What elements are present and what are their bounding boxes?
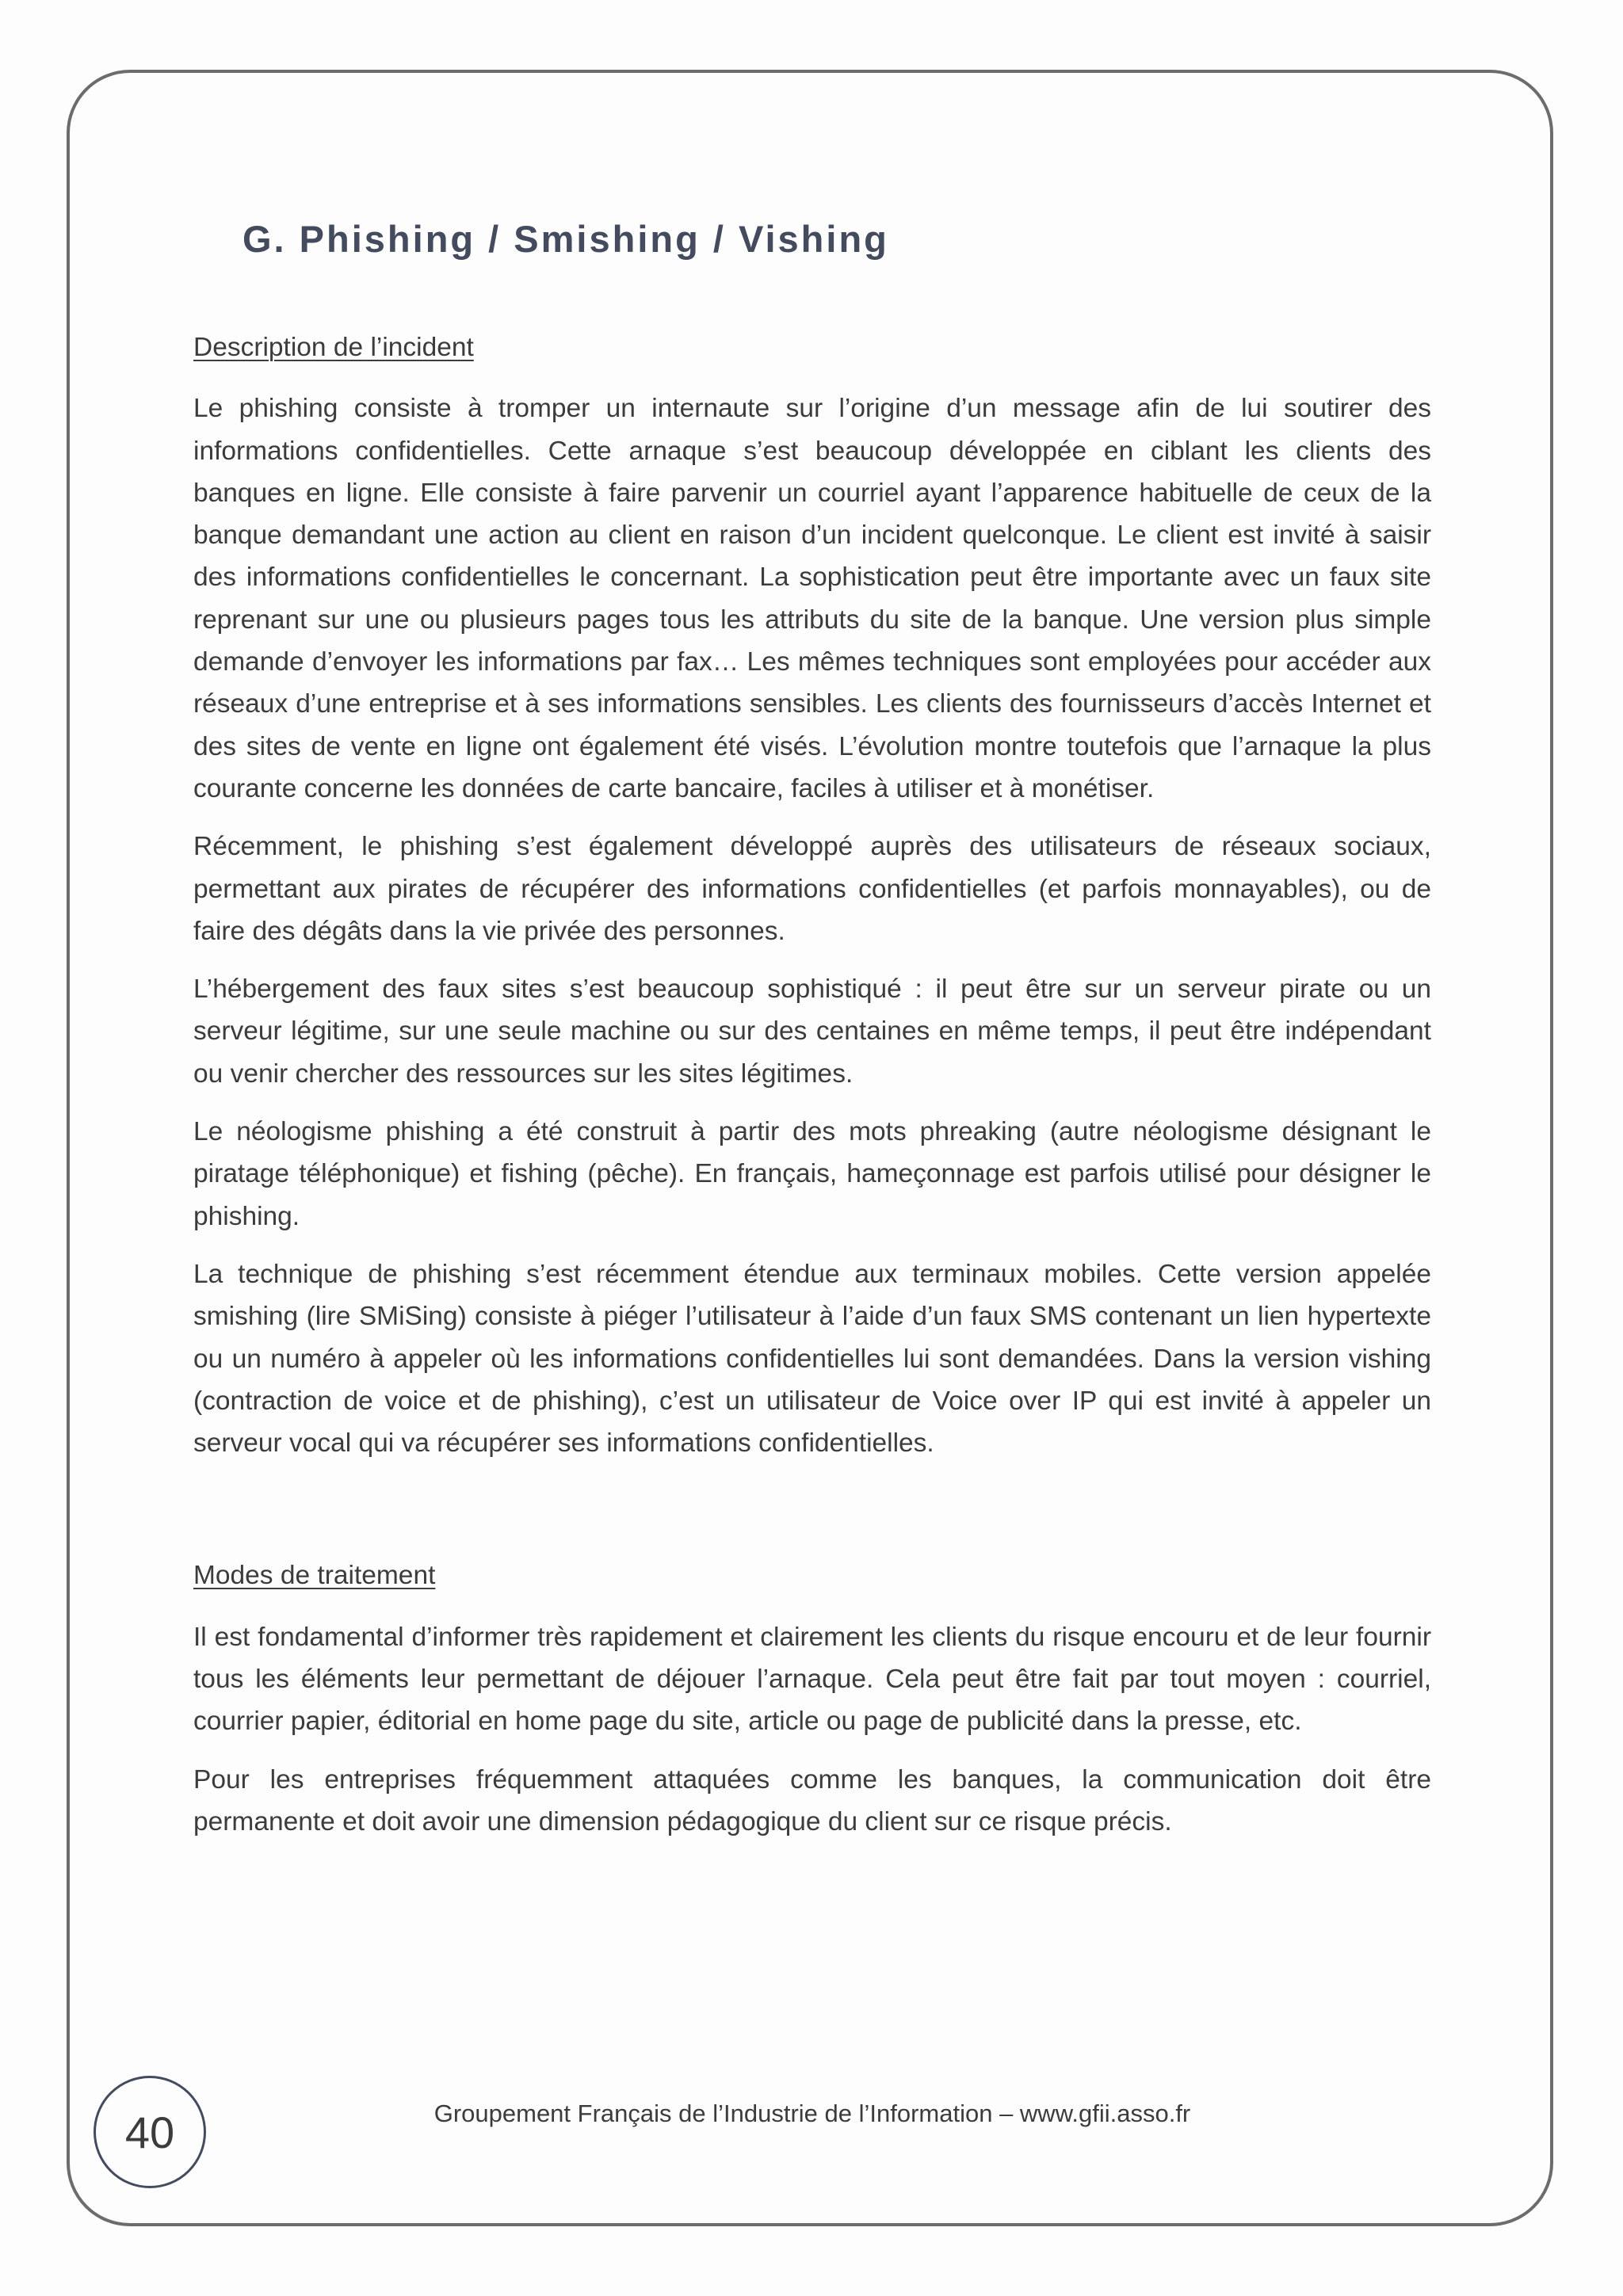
paragraph: La technique de phishing s’est récemment étendue aux terminaux mobiles. Cette version appelée smishing (lire SMiSing) consiste à piéger l’utilisateur à l’aide d’un faux SMS contenant un lien hypertexte ou un numéro à appeler où les informations confidentielles lui sont demandées. Dans la version vishing (contraction de voice et de phishing), c’est un utilisateur de Voice over IP qui est invité à appeler un serveur vocal qui va récupérer ses informations confidentielles.	[193, 1259, 1431, 1459]
paragraph: Il est fondamental d’informer très rapidement et clairement les clients du risque encouru et de leur fournir tous les éléments leur permettant de déjouer l’arnaque. Cela peut être fait par tout moyen : courriel, courrier papier, éditorial en home page du site, article ou page de publicité dans la presse, etc.	[193, 1622, 1431, 1737]
section-heading-description: Description de l’incident	[193, 333, 474, 362]
document-body	[193, 326, 1431, 1859]
paragraph: Le phishing consiste à tromper un internaute sur l’origine d’un message afin de lui soutirer des informations confidentielles. Cette arnaque s’est beaucoup développée en ciblant les clients des banques en ligne. Elle consiste à faire parvenir un courriel ayant l’apparence habituelle de ceux de la banque demandant une action au client en raison d’un incident quelconque. Le client est invité à saisir des informations confidentielles le concernant. La sophistication peut être importante avec un faux site reprenant sur une ou plusieurs pages tous les attributs du site de la banque. Une version plus simple demande d’envoyer les informations par fax… Les mêmes techniques sont employées pour accéder aux réseaux d’une entreprise et à ses informations sensibles. Les clients des fournisseurs d’accès Internet et des sites de vente en ligne ont également été visés. L’évolution montre toutefois que l’arnaque la plus courante concerne les données de carte bancaire, faciles à utiliser et à monétiser.	[193, 394, 1431, 803]
page-number: 40	[124, 2107, 175, 2157]
paragraph: Récemment, le phishing s’est également développé auprès des utilisateurs de réseaux sociaux, permettant aux pirates de récupérer des informations confidentielles (et parfois monnayables), ou de faire des dégâts dans la vie privée des personnes.	[193, 832, 1431, 946]
section-description	[193, 326, 1431, 1464]
paragraph: L’hébergement des faux sites s’est beaucoup sophistiqué : il peut être sur un serveur pirate ou un serveur légitime, sur une seule machine ou sur des centaines en même temps, il peut être indépendant ou venir chercher des ressources sur les sites légitimes.	[193, 974, 1431, 1089]
paragraph: Pour les entreprises fréquemment attaquées comme les banques, la communication doit être permanente et doit avoir une dimension pédagogique du client sur ce risque précis.	[193, 1764, 1431, 1836]
page-title: G. Phishing / Smishing / Vishing	[242, 218, 889, 260]
section-heading-treatment: Modes de traitement	[193, 1561, 436, 1591]
section-treatment	[193, 1554, 1431, 1843]
page-number-badge	[94, 2076, 206, 2188]
page-footer: Groupement Français de l’Industrie de l’Information – www.gfii.asso.fr	[433, 2100, 1191, 2127]
section-spacer	[193, 1480, 1431, 1554]
paragraph: Le néologisme phishing a été construit à partir des mots phreaking (autre néologisme désignant le piratage téléphonique) et fishing (pêche). En français, hameçonnage est parfois utilisé pour désigner le phishing.	[193, 1117, 1431, 1231]
